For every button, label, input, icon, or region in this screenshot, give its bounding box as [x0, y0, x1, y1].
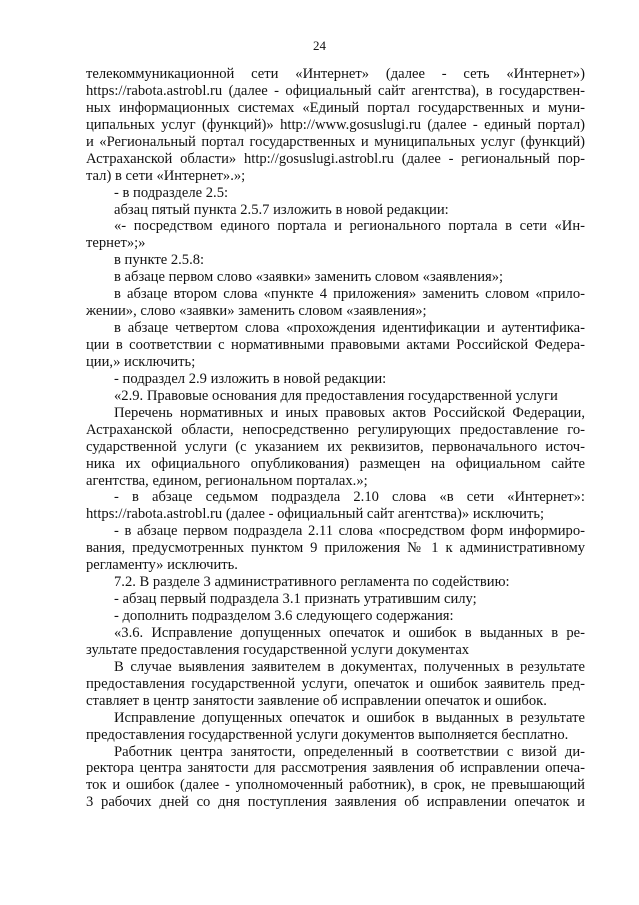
- text-line: Исправление допущенных опечаток и ошибок в выданных в результате: [114, 709, 585, 726]
- text-line: предоставления государственной услуги документов выполняется бесплатно.: [86, 726, 569, 743]
- text-line: ника их официального опубликования) размещен на официальном сайте: [86, 455, 585, 472]
- text-line: - подраздел 2.9 изложить в новой редакции:: [114, 370, 387, 387]
- text-line: «2.9. Правовые основания для предоставления государственной услуги: [114, 387, 558, 404]
- text-line: ных информационных системах «Единый портал государственных и муни-: [86, 99, 585, 116]
- text-line: ципальных услуг (функций)» http://www.gosuslugi.ru (далее - единый портал): [86, 116, 585, 133]
- text-line: абзац пятый пункта 2.5.7 изложить в новой редакции:: [114, 201, 449, 218]
- text-line: в абзаце первом слово «заявки» заменить словом «заявления»;: [114, 269, 504, 286]
- text-line: ции,» исключить;: [86, 353, 196, 370]
- text-line: тернет»;»: [86, 235, 146, 252]
- text-line: в абзаце втором слова «пункте 4 приложения» заменить словом «прило-: [114, 286, 585, 303]
- text-line: вания, предусмотренных пунктом 9 приложения № 1 к административному: [86, 540, 585, 557]
- text-line: ток и ошибок (далее - уполномоченный работник), в срок, не превышающий: [86, 777, 585, 794]
- text-line: телекоммуникационной сети «Интернет» (далее - сеть «Интернет»): [86, 66, 585, 82]
- text-line: «- посредством единого портала и регионального портала в сети «Ин-: [114, 218, 585, 235]
- text-line: - в абзаце седьмом подраздела 2.10 слова «в сети «Интернет»:: [114, 489, 585, 506]
- text-line: https://rabota.astrobl.ru (далее - официальный сайт агентства)» исключить;: [86, 506, 545, 523]
- text-line: 3 рабочих дней со дня поступления заявления об исправлении опечаток и: [86, 794, 585, 811]
- text-line: тал) в сети «Интернет».»;: [86, 167, 246, 184]
- text-line: предоставления государственной услуги, опечаток и ошибок заявитель пред-: [86, 675, 585, 692]
- document-body: [86, 66, 585, 811]
- text-line: - в подразделе 2.5:: [114, 184, 229, 201]
- text-line: в абзаце четвертом слова «прохождения идентификации и аутентифика-: [114, 320, 585, 337]
- text-line: - абзац первый подраздела 3.1 признать утратившим силу;: [114, 591, 477, 608]
- text-line: жении», слово «заявки» заменить словом «заявления»;: [86, 303, 427, 320]
- text-line: ставляет в центр занятости заявление об исправлении опечаток и ошибок.: [86, 692, 547, 709]
- text-line: зультате предоставления государственной услуги документах: [86, 641, 470, 658]
- text-line: «3.6. Исправление допущенных опечаток и ошибок в выданных в ре-: [114, 624, 585, 641]
- text-line: сударственной услуги (с указанием их реквизитов, первоначального источ-: [86, 438, 585, 455]
- text-line: ции в соответствии с нормативными правовыми актами Российской Федера-: [86, 337, 585, 353]
- text-line: Астраханской области, непосредственно регулирующих предоставление го-: [86, 421, 585, 438]
- text-line: в пункте 2.5.8:: [114, 252, 205, 269]
- text-line: В случае выявления заявителем в документах, полученных в результате: [114, 658, 585, 675]
- text-line: Перечень нормативных и иных правовых актов Российской Федерации,: [114, 404, 585, 421]
- page-number: 24: [313, 38, 326, 53]
- text-line: https://rabota.astrobl.ru (далее - официальный сайт агентства), в государствен-: [86, 82, 585, 99]
- text-line: - дополнить подразделом 3.6 следующего содержания:: [114, 608, 454, 624]
- text-line: Астраханской области» http://gosuslugi.astrobl.ru (далее - региональный пор-: [86, 150, 585, 167]
- text-line: и «Региональный портал государственных и муниципальных услуг (функций): [86, 133, 585, 150]
- text-line: Работник центра занятости, определенный в соответствии с визой ди-: [114, 743, 585, 760]
- text-line: 7.2. В разделе 3 административного регламента по содействию:: [114, 574, 510, 591]
- text-line: ректора центра занятости для рассмотрения заявления об исправлении опеча-: [86, 760, 585, 777]
- text-line: регламенту» исключить.: [86, 557, 238, 574]
- text-line: - в абзаце первом подраздела 2.11 слова «посредством форм информиро-: [114, 523, 585, 540]
- text-line: агентства, едином, региональном порталах.»;: [86, 472, 368, 489]
